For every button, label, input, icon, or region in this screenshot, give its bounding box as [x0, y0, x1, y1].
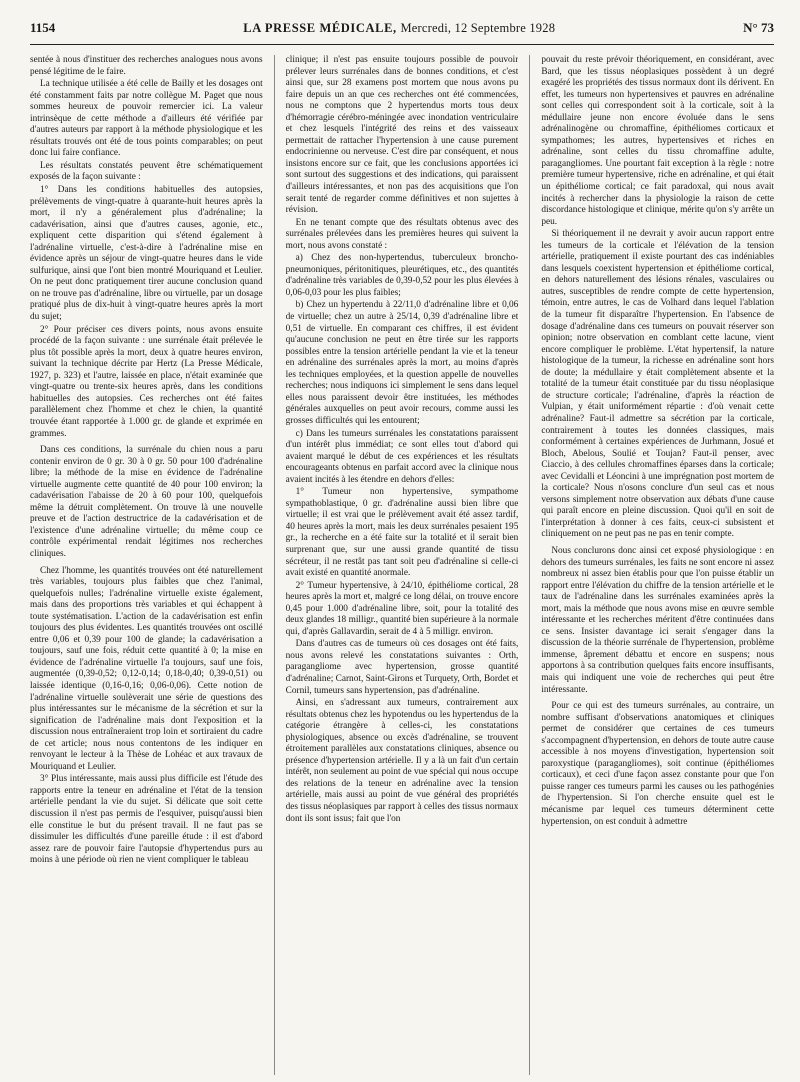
paragraph: Dans d'autres cas de tumeurs où ces dosages ont été faits, nous avons relevé les constatations suivantes : Orth, paragangliome avec hypertension, grosse quantité d'adrénaline; Carnot, Saint-Girons et Turquety, Orth, Bordet et Cornil, tumeurs sans hypertension, pas d'adrénaline. [285, 639, 519, 696]
paragraph: Ainsi, en s'adressant aux tumeurs, contrairement aux résultats obtenus chez les hypotendus ou les hypertendus de la catégorie étrangère à celles-ci, les constatations physiologiques, absence ou excès d'adrénaline, se trouvent étroitement parallèles aux constatations cliniques, absence ou présence d'hypertension artérielle. Il y a là un fait d'un certain intérêt, non seulement au point de vue spécial qui nous occupe des relations de la teneur en adrénaline avec la tension artérielle, mais aussi au point de vue général des propriétés des tissus néoplasiques par rapport à celles des tissus normaux dont ils sont issus; fait que l'on [285, 698, 519, 824]
paragraph: 2° Pour préciser ces divers points, nous avons ensuite procédé de la façon suivante : une surrénale était prélevée le plus tôt possible après la mort, deux à quatre heures environ, suivant la technique décrite par Hertz (La Presse Médicale, 1927, p. 323) et l'autre, laissée en place, n'était examinée que vingt-quatre ou trente-six heures après, dans les conditions habituelles des autopsies. Ces recherches ont été faites parallèlement chez l'homme et chez le chien, la quantité trouvée étant rapportée à 1.000 gr. de glande et exprimée en grammes. [30, 324, 263, 439]
paragraph: Les résultats constatés peuvent être schématiquement exposés de la façon suivante : [30, 160, 263, 183]
paragraph: clinique; il n'est pas ensuite toujours possible de pouvoir prélever leurs surrénales dans de bonnes conditions, et c'est ainsi que, sur 28 examens post mortem que nous avons pu faire depuis un an que ces recherches ont été commencées, nous ne comptons que 2 hypertendus morts tous deux d'hémorragie cérébro-méningée avec inondation ventriculaire et chez lesquels l'intégrité des reins et des vaisseaux permettait de rattacher l'hypertension à une cause purement endocrinienne ou nerveuse. C'est dire par conséquent, et nous insistons encore sur ce fait, que les conclusions apportées ici sont surtout des suggestions et des indications, qui paraissent d'ailleurs intéressantes, et non pas des acquisitions que l'on serait tenté de regarder comme définitives et non sujettes à révision. [285, 55, 519, 216]
paragraph: 1° Tumeur non hypertensive, sympathome sympathoblastique, 0 gr. d'adrénaline aussi bien libre que virtuelle; il est vrai que le prélèvement avait été assez tardif, 40 heures après la mort, mais les deux surrénales pesaient 195 gr., la recherche en a été faite sur la totalité et il serait bien surprenant que, sur une aussi grande quantité de tissu sécréteur, il ne restât pas tant soit peu d'adrénaline si celle-ci avait existé en quantité anormale. [285, 487, 519, 579]
journal-name: LA PRESSE MÉDICALE, [243, 21, 397, 35]
column-divider [274, 55, 275, 1075]
paragraph: c) Dans les tumeurs surrénales les constatations paraissent d'un intérêt plus immédiat; ce sont elles tout d'abord qui avaient marqué le début de ces expériences et les résultats encourageants obtenus en parfait accord avec la clinique nous avaient incités à les étendre en dehors d'elles: [285, 428, 519, 485]
column-1 [30, 55, 263, 1075]
paragraph: 2° Tumeur hypertensive, à 24/10, épithéliome cortical, 28 heures après la mort et, malgré ce long délai, on trouve encore 0,45 pour 1.000 d'adrénaline libre, soit, pour la totalité des deux glandes 18 milligr., quantité bien supérieure à la normale qui, d'après Gallavardin, serait de 4 à 5 milligr. environ. [285, 580, 519, 637]
paragraph: pouvait du reste prévoir théoriquement, en considérant, avec Bard, que les tissus néoplasiques possèdent à un degré exagéré les propriétés des tissus normaux dont ils dérivent. En effet, les tumeurs non hypertensives et pauvres en adrénaline sont celles qui correspondent soit à la corticale, soit à la médullaire jeune non encore évoluée dans le sens adrénalinogène ou chromaffine, épithéliomes corticaux et sympathomes; les autres, hypertensives et riches en adrénaline, sont celles du tissu chromaffine adulte, paragangliomes. Une pourtant fait exception à la règle : notre première tumeur hypertensive, riche en adrénaline, et qui était un épithéliome cortical; ce fait paradoxal, qui nous avait incités à rechercher dans la physiologie la raison de cette discordance histologique et clinique, mérite qu'on s'y arrête un peu. [541, 55, 774, 227]
paragraph: 1° Dans les conditions habituelles des autopsies, prélèvements de vingt-quatre à quarante-huit heures après la mort, il n'y a généralement plus d'adrénaline; la cadavérisation, ainsi que d'autres causes, agonie, etc., expliquent cette disparition qui s'étend également à l'adrénaline virtuelle, c'est-à-dire à l'adrénaline mise en évidence après un séjour de vingt-quatre heures dans le vide sulfurique, ainsi que l'ont bien montré Mouriquand et Leulier. On ne peut donc pratiquement tirer aucune conclusion quand on ne trouve pas d'adrénaline, libre ou virtuelle, par un dosage pratiqué plus de dix-huit à vingt-quatre heures après la mort du sujet; [30, 185, 263, 323]
page-header [30, 20, 774, 45]
paragraph: Dans ces conditions, la surrénale du chien nous a paru contenir environ de 0 gr. 30 à 0 gr. 50 pour 100 d'adrénaline libre; la méthode de la mise en évidence de l'adrénaline virtuelle augmente cette quantité de 40 pour 100 environ; la cadavérisation l'abaisse de 20 à 60 pour 100, quelquefois même la détruit complètement. On trouve là une nouvelle preuve et de l'action destructrice de la cadavérisation et de l'existence d'une adrénaline virtuelle; du même coup ce contrôle expérimental rendait légitimes nos recherches cliniques. [30, 445, 263, 559]
paragraph: sentée à nous d'instituer des recherches analogues nous avons pensé légitime de le faire. [30, 55, 263, 77]
issue-date: Mercredi, 12 Septembre 1928 [400, 21, 556, 35]
paragraph: Si théoriquement il ne devrait y avoir aucun rapport entre les tumeurs de la corticale et l'élévation de la tension artérielle, pratiquement il existe pourtant des cas indéniables dans lesquels coexistent hypertension et épithéliome cortical, en dehors naturellement des lésions rénales, vasculaires ou autres, susceptibles de rendre compte de cette hypertension, témoin, entre autres, le cas de Volhard dans lequel l'ablation de la tumeur fit disparaître l'hypertension. En l'absence de dosage d'adrénaline dans ces tumeurs on pouvait réserver son opinion; notre observation en comblant cette lacune, vient encore compliquer le problème. L'état hypertensif, la nature histologique de la tumeur, la richesse en adrénaline sont hors de doute; la médullaire y était complètement absente et la totalité de la tumeur était constituée par du tissu néoplasique de structure corticale; l'adrénaline, d'après la réaction de Vulpian, y était uniformément répartie : d'où venait cette adrénaline? Faut-il admettre sa sécrétion par la corticale, contrairement à toutes les données classiques, mais conformément à certaines expériences de Jurhmann, Josué et Bloch, Abelous, Soulié et Toujan? Faut-il penser, avec Ciaccio, à des cellules chromaffines éparses dans la corticale; avec Cevidalli et Léoncini à une imprégnation post mortem de la corticale? Nous n'osons conclure d'un seul cas et nous versons simplement notre observation aux débats d'une cause qui paraît encore en pleine discussion. Quoi qu'il en soit de l'interprétation à donner à ces faits, ceux-ci subsistent et cliniquement on ne peut pas ne pas en tenir compte. [541, 229, 774, 540]
paragraph: En ne tenant compte que des résultats obtenus avec des surrénales prélevées dans les premières heures qui suivent la mort, nous avons constaté : [285, 217, 519, 251]
paragraph: Pour ce qui est des tumeurs surrénales, au contraire, un nombre suffisant d'observations anatomiques et cliniques permet de considérer que certaines de ces tumeurs s'accompagnent d'hypertension, en dehors de toute autre cause accessible à nos moyens d'investigation, hypertension soit paroxystique (paragangliomes), soit continue (épithéliomes corticaux), et ceci d'une façon assez constante pour que l'on puisse ranger ces tumeurs parmi les causes ou les pathogénies de l'hypertension. Si l'on cherche ensuite quel est le mécanisme par lequel ces tumeurs déterminent cette hypertension, on est conduit à admettre [541, 701, 774, 827]
paragraph: b) Chez un hypertendu à 22/11,0 d'adrénaline libre et 0,06 de virtuelle; chez un autre à 25/14, 0,39 d'adrénaline libre et 0,51 de virtuelle. En comparant ces chiffres, il est évident qu'aucune conclusion ne peut en être tirée sur les rapports possibles entre la tension artérielle pendant la vie et la teneur en adrénaline des surrénales après la mort, au moins d'après les techniques employées, et la question appelle de nouvelles recherches; nous indiquons ici simplement le sens dans lequel elles nous paraissent devoir être instituées, les méthodes générales auxquelles on peut avoir recours, comme aussi les grosses difficultés qui les entourent; [285, 300, 519, 426]
column-3 [541, 55, 774, 1075]
paragraph: Nous conclurons donc ainsi cet exposé physiologique : en dehors des tumeurs surrénales, les faits ne sont encore ni assez nombreux ni assez bien établis pour que l'on puisse établir un rapport entre l'élévation du chiffre de la tension artérielle et le taux de l'adrénaline dans les surrénales examinées après la mort, mais la méthode que nous avons mise en œuvre semble intéressante et les recherches méritent d'être continuées dans ce sens. Insister davantage ici serait s'engager dans la discussion de la théorie surrénale de l'hypertension, problème immense, âprement débattu et encore en suspens; nous apportons à sa contribution quelques faits encore insuffisants, mais qui indiquent une voie de recherches qui peut être intéressante. [541, 545, 774, 695]
issue-number: N° 73 [743, 20, 774, 35]
article-columns [30, 55, 774, 1075]
paragraph: 3° Plus intéressante, mais aussi plus difficile est l'étude des rapports entre la teneur en adrénaline et l'état de la tension artérielle pendant la vie du sujet. Si délicate que soit cette discussion il n'est pas permis de l'esquiver, puisqu'aussi bien elle constitue le but du présent travail. Il ne faut pas se dissimuler les difficultés d'une pareille étude : il est d'abord assez rare de pouvoir faire l'autopsie d'hypertendus purs au moins à une période où rien ne vient compliquer le tableau [30, 774, 263, 866]
column-2 [286, 55, 519, 1075]
column-divider [529, 55, 530, 1075]
paragraph: a) Chez des non-hypertendus, tuberculeux broncho-pneumoniques, péritonitiques, pleurétiques, etc., des quantités d'adrénaline très variables de 0,39-0,52 pour les plus élevées à 0,06-0,03 pour les plus faibles; [285, 253, 519, 298]
journal-title [243, 21, 555, 36]
paragraph: La technique utilisée a été celle de Bailly et les dosages ont été constamment faits par notre collègue M. Paget que nous sommes heureux de pouvoir remercier ici. La valeur intrinsèque de cette méthode a d'ailleurs été vérifiée par d'autres auteurs par rapport à la méthode physiologique et les résultats trouvés ont été de tous points comparables; on peut donc lui faire confiance. [30, 79, 263, 159]
page-number: 1154 [30, 20, 56, 35]
paragraph: Chez l'homme, les quantités trouvées ont été naturellement très variables, toujours plus faibles que chez l'animal, quelquefois nulles; l'adrénaline virtuelle existe également, mais dans des proportions très variables et qui échappent à toute systématisation. L'action de la cadavérisation est enfin toujours des plus évidentes. Les quantités trouvées ont oscillé entre 0,06 et 0,39 pour 100 de glande; la cadavérisation a toujours, sauf une fois, réduit cette quantité à 0; la mise en évidence de l'adrénaline virtuelle l'a toujours, sauf une fois, augmentée (0,39-0,52; 0,12-0,14; 0,18-0,40; 0,39-0,51) ou laissée identique (0,16-0,16; 0,06-0,06). Cette notion de l'adrénaline virtuelle soulèverait une série de questions des plus intéressantes sur le mécanisme de la sécrétion et sur la signification de l'adrénaline mais dont l'exposition et la discussion nous entraîneraient trop loin et sortiraient du cadre de cet article; nous nous contentons de les indiquer en renvoyant le lecteur à la Thèse de Lohéac et aux travaux de Mouriquand et Leulier. [30, 565, 263, 772]
